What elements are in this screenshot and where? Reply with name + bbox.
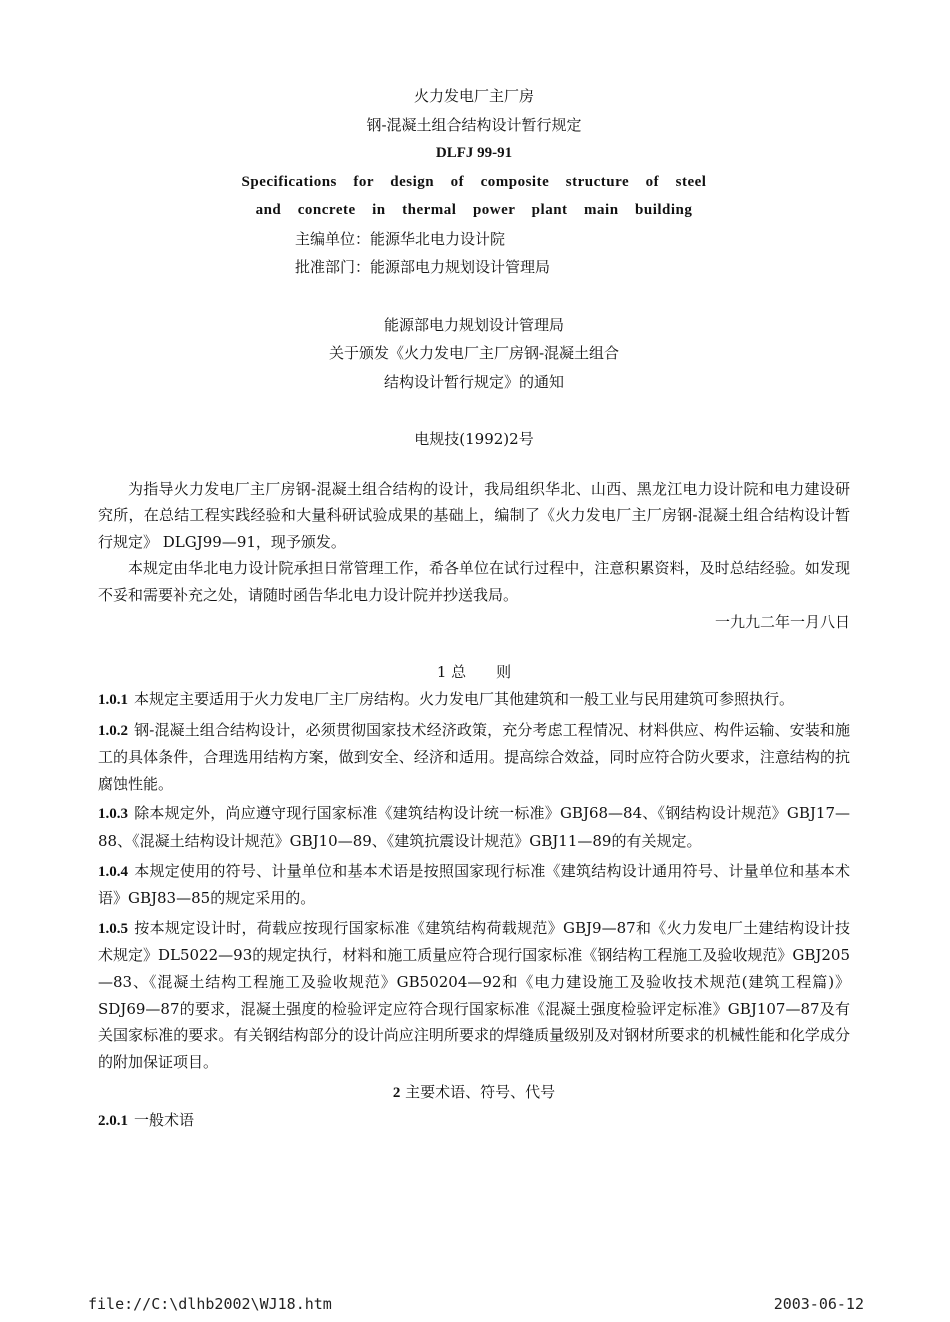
clause-text: 按本规定设计时，荷载应按现行国家标准《建筑结构荷载规范》GBJ9—87和《火力发电厂土建结构设计技术规定》DL5022—93的规定执行，材料和施工质量应符合现行国家标准《钢结构工程施工及验收规范》GBJ205—83、《混凝土结构工程施工及验收规范》GB50204—92和《电力建设施工及验收技术规范(建筑工程篇)》SDJ69—87的要求，混凝土强度的检验评定应符合现行国家标准《混凝土强度检验评定标准》GBJ107—87及有关国家标准的要求。有关钢结构部分的设计尚应注明所要求的焊缝质量级别及对钢材所要求的机械性能和化学成分的附加保证项目。 [98,918,850,1071]
chapter2-title: 主要术语、符号、代号 [405,1083,556,1102]
clause-1-0-2 [98,717,850,798]
footer-file-path: file://C:\dlhb2002\WJ18.htm [88,1295,332,1313]
chapter1-heading: 1 总 则 [436,663,512,681]
clause-1-0-5 [98,915,850,1076]
notice-paragraph-2: 本规定由华北电力设计院承担日常管理工作，希各单位在试行过程中，注意积累资料，及时总结经验。如发现不妥和需要补充之处，请随时函告华北电力设计院并抄送我局。 [98,559,850,604]
clause-number: 1.0.5 [98,920,128,937]
clause-number: 1.0.1 [98,692,128,708]
notice-date: 一九九二年一月八日 [714,613,850,631]
english-title-line2: and concrete in thermal power plant main building [255,202,693,218]
notice-paragraph-1: 为指导火力发电厂主厂房钢-混凝土组合结构的设计，我局组织华北、山西、黑龙江电力设计院和电力建设研究所，在总结工程实践经验和大量科研试验成果的基础上，编制了《火力发电厂主厂房钢-混凝土组合结构设计暂行规定》 DLGJ99—91，现予颁发。 [98,479,850,551]
clause-number: 1.0.4 [98,863,128,880]
notice-title-line2: 结构设计暂行规定》的通知 [383,372,564,391]
clause-text: 本规定使用的符号、计量单位和基本术语是按照国家现行标准《建筑结构设计通用符号、计量单位和基本术语》GBJ83—85的规定采用的。 [98,861,850,908]
clause-1-0-1 [98,686,850,714]
document-page [98,82,850,1138]
clause-text: 除本规定外，尚应遵守现行国家标准《建筑结构设计统一标准》GBJ68—84、《钢结构设计规范》GBJ17—88、《混凝土结构设计规范》GBJ10—89、《建筑抗震设计规范》GBJ11—89的有关规定。 [98,804,850,850]
approving-department: 批准部门：能源部电力规划设计管理局 [295,258,551,276]
english-title-line1: Specifications for design of composite structure of steel [241,173,707,190]
title-line1: 火力发电厂主厂房 [413,87,534,105]
standard-code: DLFJ 99-91 [435,145,513,161]
clause-number: 2.0.1 [98,1113,128,1130]
clause-text: 本规定主要适用于火力发电厂主厂房结构。火力发电厂其他建筑和一般工业与民用建筑可参照执行。 [134,690,795,708]
notice-doc-number: 电规技(1992)2号 [414,430,534,448]
clause-1-0-3 [98,800,850,854]
editor-unit: 主编单位：能源华北电力设计院 [295,229,506,248]
notice-title-line1: 关于颁发《火力发电厂主厂房钢-混凝土组合 [328,344,620,362]
clause-number: 1.0.3 [98,806,128,823]
clause-text: 钢-混凝土组合结构设计，必须贯彻国家技术经济政策，充分考虑工程情况、材料供应、构件运输、安装和施工的具体条件，合理选用结构方案，做到安全、经济和适用。提高综合效益，同时应符合防火要求，注意结构的抗腐蚀性能。 [98,720,850,793]
chapter2-heading [98,1078,850,1107]
clause-1-0-4 [98,858,850,912]
clause-text: 一般术语 [134,1111,195,1130]
notice-org: 能源部电力规划设计管理局 [383,315,564,334]
chapter2-number: 2 [392,1085,401,1102]
clause-2-0-1 [98,1107,850,1135]
clause-number: 1.0.2 [98,722,128,739]
title-line2: 钢-混凝土组合结构设计暂行规定 [366,115,582,134]
footer-date: 2003-06-12 [773,1295,864,1313]
